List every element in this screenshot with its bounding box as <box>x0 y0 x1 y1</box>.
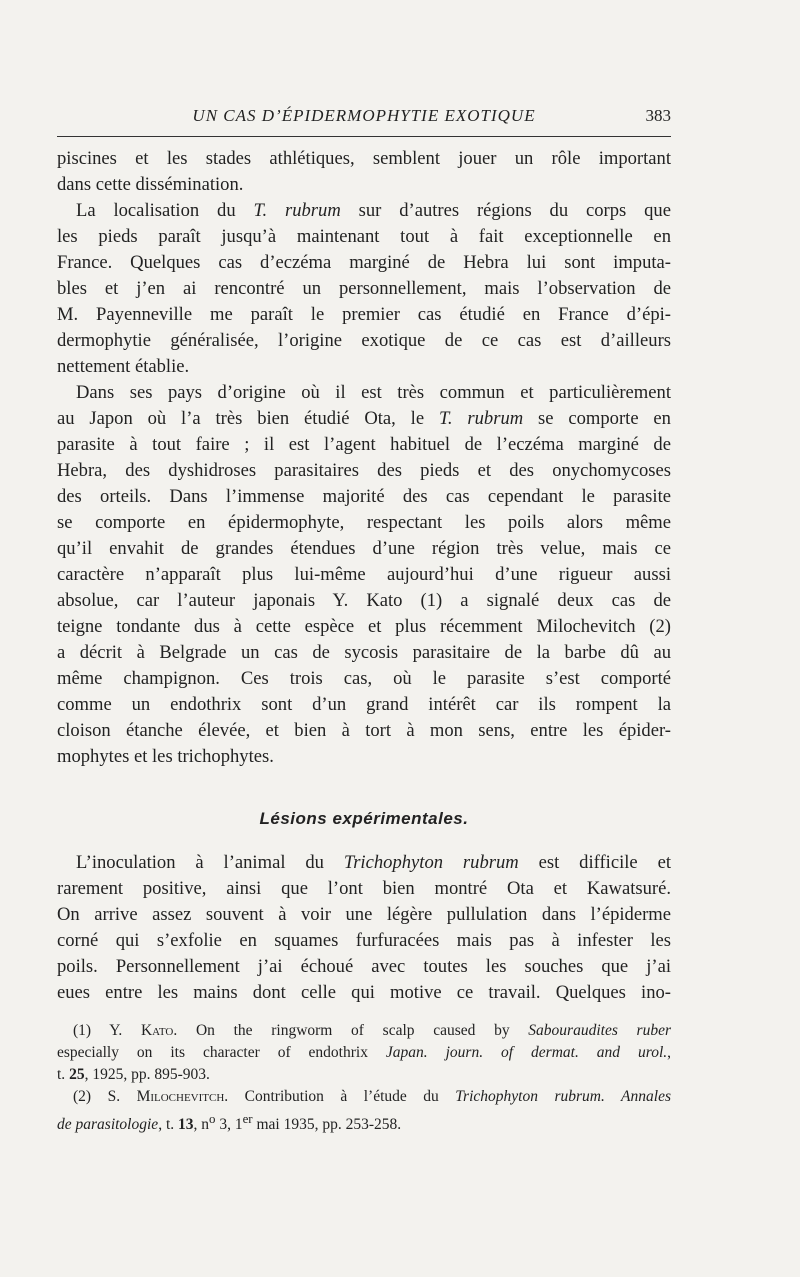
footnote-line <box>57 1108 671 1134</box>
text-run: 3, 1 <box>215 1116 243 1134</box>
body-line: comme un endothrix sont d’un grand intérêt car ils rompent la <box>57 694 671 715</box>
text-run: sur d’autres régions du corps que <box>340 200 671 221</box>
journal-title: de parasitologie <box>57 1116 159 1134</box>
italic-species: T. rubrum <box>253 200 341 221</box>
italic-species: Sabouraudites ruber <box>528 1022 671 1039</box>
body-line <box>76 198 671 224</box>
body-line: M. Payenneville me paraît le premier cas étudié en France d’épi- <box>57 304 671 325</box>
text-run: (2) S. <box>73 1088 137 1105</box>
volume-number: 25 <box>69 1066 85 1083</box>
superscript: o <box>209 1111 216 1126</box>
volume-number: 13 <box>178 1116 194 1134</box>
text-run: , t. <box>158 1116 178 1134</box>
body-line: poils. Personnellement j’ai échoué avec toutes les souches que j’ai <box>57 956 671 977</box>
body-line: mophytes et les trichophytes. <box>57 746 274 767</box>
body-line: des orteils. Dans l’immense majorité des cas cependant le parasite <box>57 486 671 507</box>
body-line: qu’il envahit de grandes étendues d’une région très velue, mais ce <box>57 538 671 559</box>
italic-species: T. rubrum <box>438 408 524 429</box>
text-run: , n <box>193 1116 209 1134</box>
body-line: Hebra, des dyshidroses parasitaires des pieds et des onychomycoses <box>57 460 671 481</box>
text-run: (1) Y. <box>73 1022 141 1039</box>
text-run: mai 1935, pp. 253-258. <box>252 1116 402 1134</box>
footnote-2 <box>73 1086 671 1108</box>
body-line: absolue, car l’auteur japonais Y. Kato (1) a signalé deux cas de <box>57 590 671 611</box>
body-line: caractère n’apparaît plus lui-même aujourd’hui d’une rigueur aussi <box>57 564 671 585</box>
text-run: est difficile et <box>518 852 671 873</box>
footnote-author: Kato <box>140 1022 174 1039</box>
body-line: teigne tondante dus à cette espèce et plus récemment Milochevitch (2) <box>57 616 671 637</box>
text-run: au Japon où l’a très bien étudié Ota, le <box>57 408 439 429</box>
section-heading: Lésions expérimentales. <box>259 809 469 828</box>
body-line: piscines et les stades athlétiques, semblent jouer un rôle important <box>57 148 671 169</box>
body-line: bles et j’en ai rencontré un personnellement, mais l’observation de <box>57 278 671 299</box>
text-run: se comporte en <box>523 408 671 429</box>
italic-species: Trichophyton rubrum. Annales <box>455 1088 671 1105</box>
body-line <box>57 406 671 432</box>
italic-species: Trichophyton rubrum <box>343 852 519 873</box>
text-run: . Contribution à l’étude du <box>224 1088 456 1105</box>
text-run: especially on its character of endothrix <box>57 1044 386 1061</box>
body-line: les pieds paraît jusqu’à maintenant tout à fait exceptionnelle en <box>57 226 671 247</box>
text-run: . On the ringworm of scalp caused by <box>173 1022 529 1039</box>
body-line: cloison étanche élevée, et bien à tort à mon sens, entre les épider- <box>57 720 671 741</box>
footnote-1 <box>73 1020 671 1042</box>
body-line: On arrive assez souvent à voir une légère pullulation dans l’épiderme <box>57 904 671 925</box>
superscript: er <box>242 1111 253 1126</box>
body-line: nettement établie. <box>57 356 190 377</box>
body-line: dans cette dissémination. <box>57 174 244 195</box>
body-line: parasite à tout faire ; il est l’agent habituel de l’eczéma marginé de <box>57 434 671 455</box>
body-line: se comporte en épidermophyte, respectant les poils alors même <box>57 512 671 533</box>
journal-title: Japan. journ. of dermat. and urol. <box>385 1044 668 1061</box>
text-run: , 1925, pp. 895-903. <box>84 1066 210 1083</box>
page-number: 383 <box>645 106 671 125</box>
footnote-author: Milochevitch <box>136 1088 225 1105</box>
text-run: La localisation du <box>76 200 254 221</box>
running-title: UN CAS D’ÉPIDERMOPHYTIE EXOTIQUE <box>192 106 536 125</box>
footnote-line <box>57 1064 671 1086</box>
body-line: Dans ses pays d’origine où il est très commun et particulièrement <box>76 382 671 403</box>
text-run: L’inoculation à l’animal du <box>76 852 344 873</box>
header-rule <box>57 136 671 137</box>
text-run: , <box>667 1044 671 1061</box>
footnote-line <box>57 1042 671 1064</box>
body-line <box>76 850 671 876</box>
body-line: eues entre les mains dont celle qui motive ce travail. Quelques ino- <box>57 982 671 1003</box>
body-line: même champignon. Ces trois cas, où le parasite s’est comporté <box>57 668 671 689</box>
body-line: corné qui s’exfolie en squames furfuracées mais pas à infester les <box>57 930 671 951</box>
body-line: rarement positive, ainsi que l’ont bien montré Ota et Kawatsuré. <box>57 878 671 899</box>
text-run: t. <box>57 1066 70 1083</box>
body-line: France. Quelques cas d’eczéma marginé de Hebra lui sont imputa- <box>57 252 671 273</box>
body-line: a décrit à Belgrade un cas de sycosis parasitaire de la barbe dû au <box>57 642 671 663</box>
body-line: dermophytie généralisée, l’origine exotique de ce cas est d’ailleurs <box>57 330 671 351</box>
running-head <box>57 103 671 129</box>
